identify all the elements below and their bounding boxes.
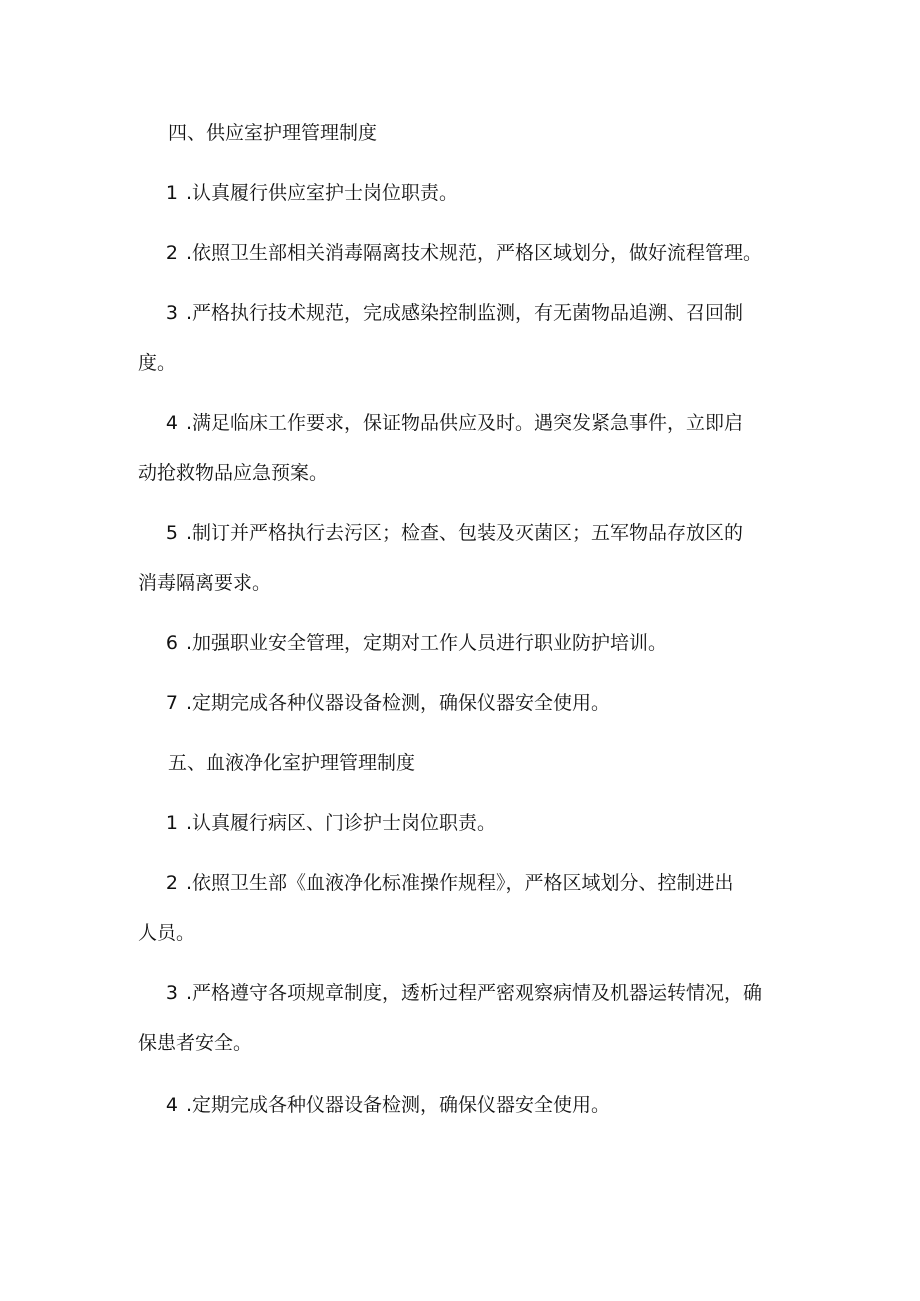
list-item [138,968,798,1068]
item-number: 2 [165,872,178,894]
item-text: .依照卫生部《血液净化标准操作规程》，严格区域划分、控制进出 [186,872,734,894]
item-text: .认真履行供应室护士岗位职责。 [186,182,459,204]
section-heading: 四、供应室护理管理制度 [168,122,378,144]
list-item [138,1080,798,1130]
section-heading: 五、血液净化室护理管理制度 [168,752,416,774]
item-number: 2 [165,242,178,264]
item-text: .满足临床工作要求，保证物品供应及时。遇突发紧急事件，立即启 [186,412,744,434]
list-item [138,798,798,848]
item-number: 7 [165,692,178,714]
item-text: .定期完成各种仪器设备检测，确保仪器安全使用。 [186,1094,611,1116]
list-item [138,228,798,278]
list-item [138,288,798,388]
item-text-continued: 消毒隔离要求。 [138,572,272,594]
list-item [138,678,798,728]
item-number: 3 [165,982,178,1004]
list-item [138,508,798,608]
item-text: .严格遵守各项规章制度，透析过程严密观察病情及机器运转情况，确 [186,982,763,1004]
item-number: 1 [165,182,178,204]
item-text: .严格执行技术规范，完成感染控制监测，有无菌物品追溯、召回制 [186,302,744,324]
list-item [138,618,798,668]
item-number: 4 [165,1094,178,1116]
item-number: 1 [165,812,178,834]
item-text: .定期完成各种仪器设备检测，确保仪器安全使用。 [186,692,611,714]
item-text: .认真履行病区、门诊护士岗位职责。 [186,812,497,834]
item-text-continued: 动抢救物品应急预案。 [138,462,329,484]
item-number: 4 [165,412,178,434]
item-text: .依照卫生部相关消毒隔离技术规范，严格区域划分，做好流程管理。 [186,242,763,264]
item-number: 5 [165,522,178,544]
item-text: .加强职业安全管理，定期对工作人员进行职业防护培训。 [186,632,668,654]
list-item [138,858,798,958]
item-text: .制订并严格执行去污区；检查、包装及灭菌区；五军物品存放区的 [186,522,744,544]
item-text-continued: 人员。 [138,922,196,944]
list-item [138,168,798,218]
item-text-continued: 保患者安全。 [138,1032,253,1054]
item-number: 6 [165,632,178,654]
list-item [138,398,798,498]
item-text-continued: 度。 [138,352,177,374]
item-number: 3 [165,302,178,324]
